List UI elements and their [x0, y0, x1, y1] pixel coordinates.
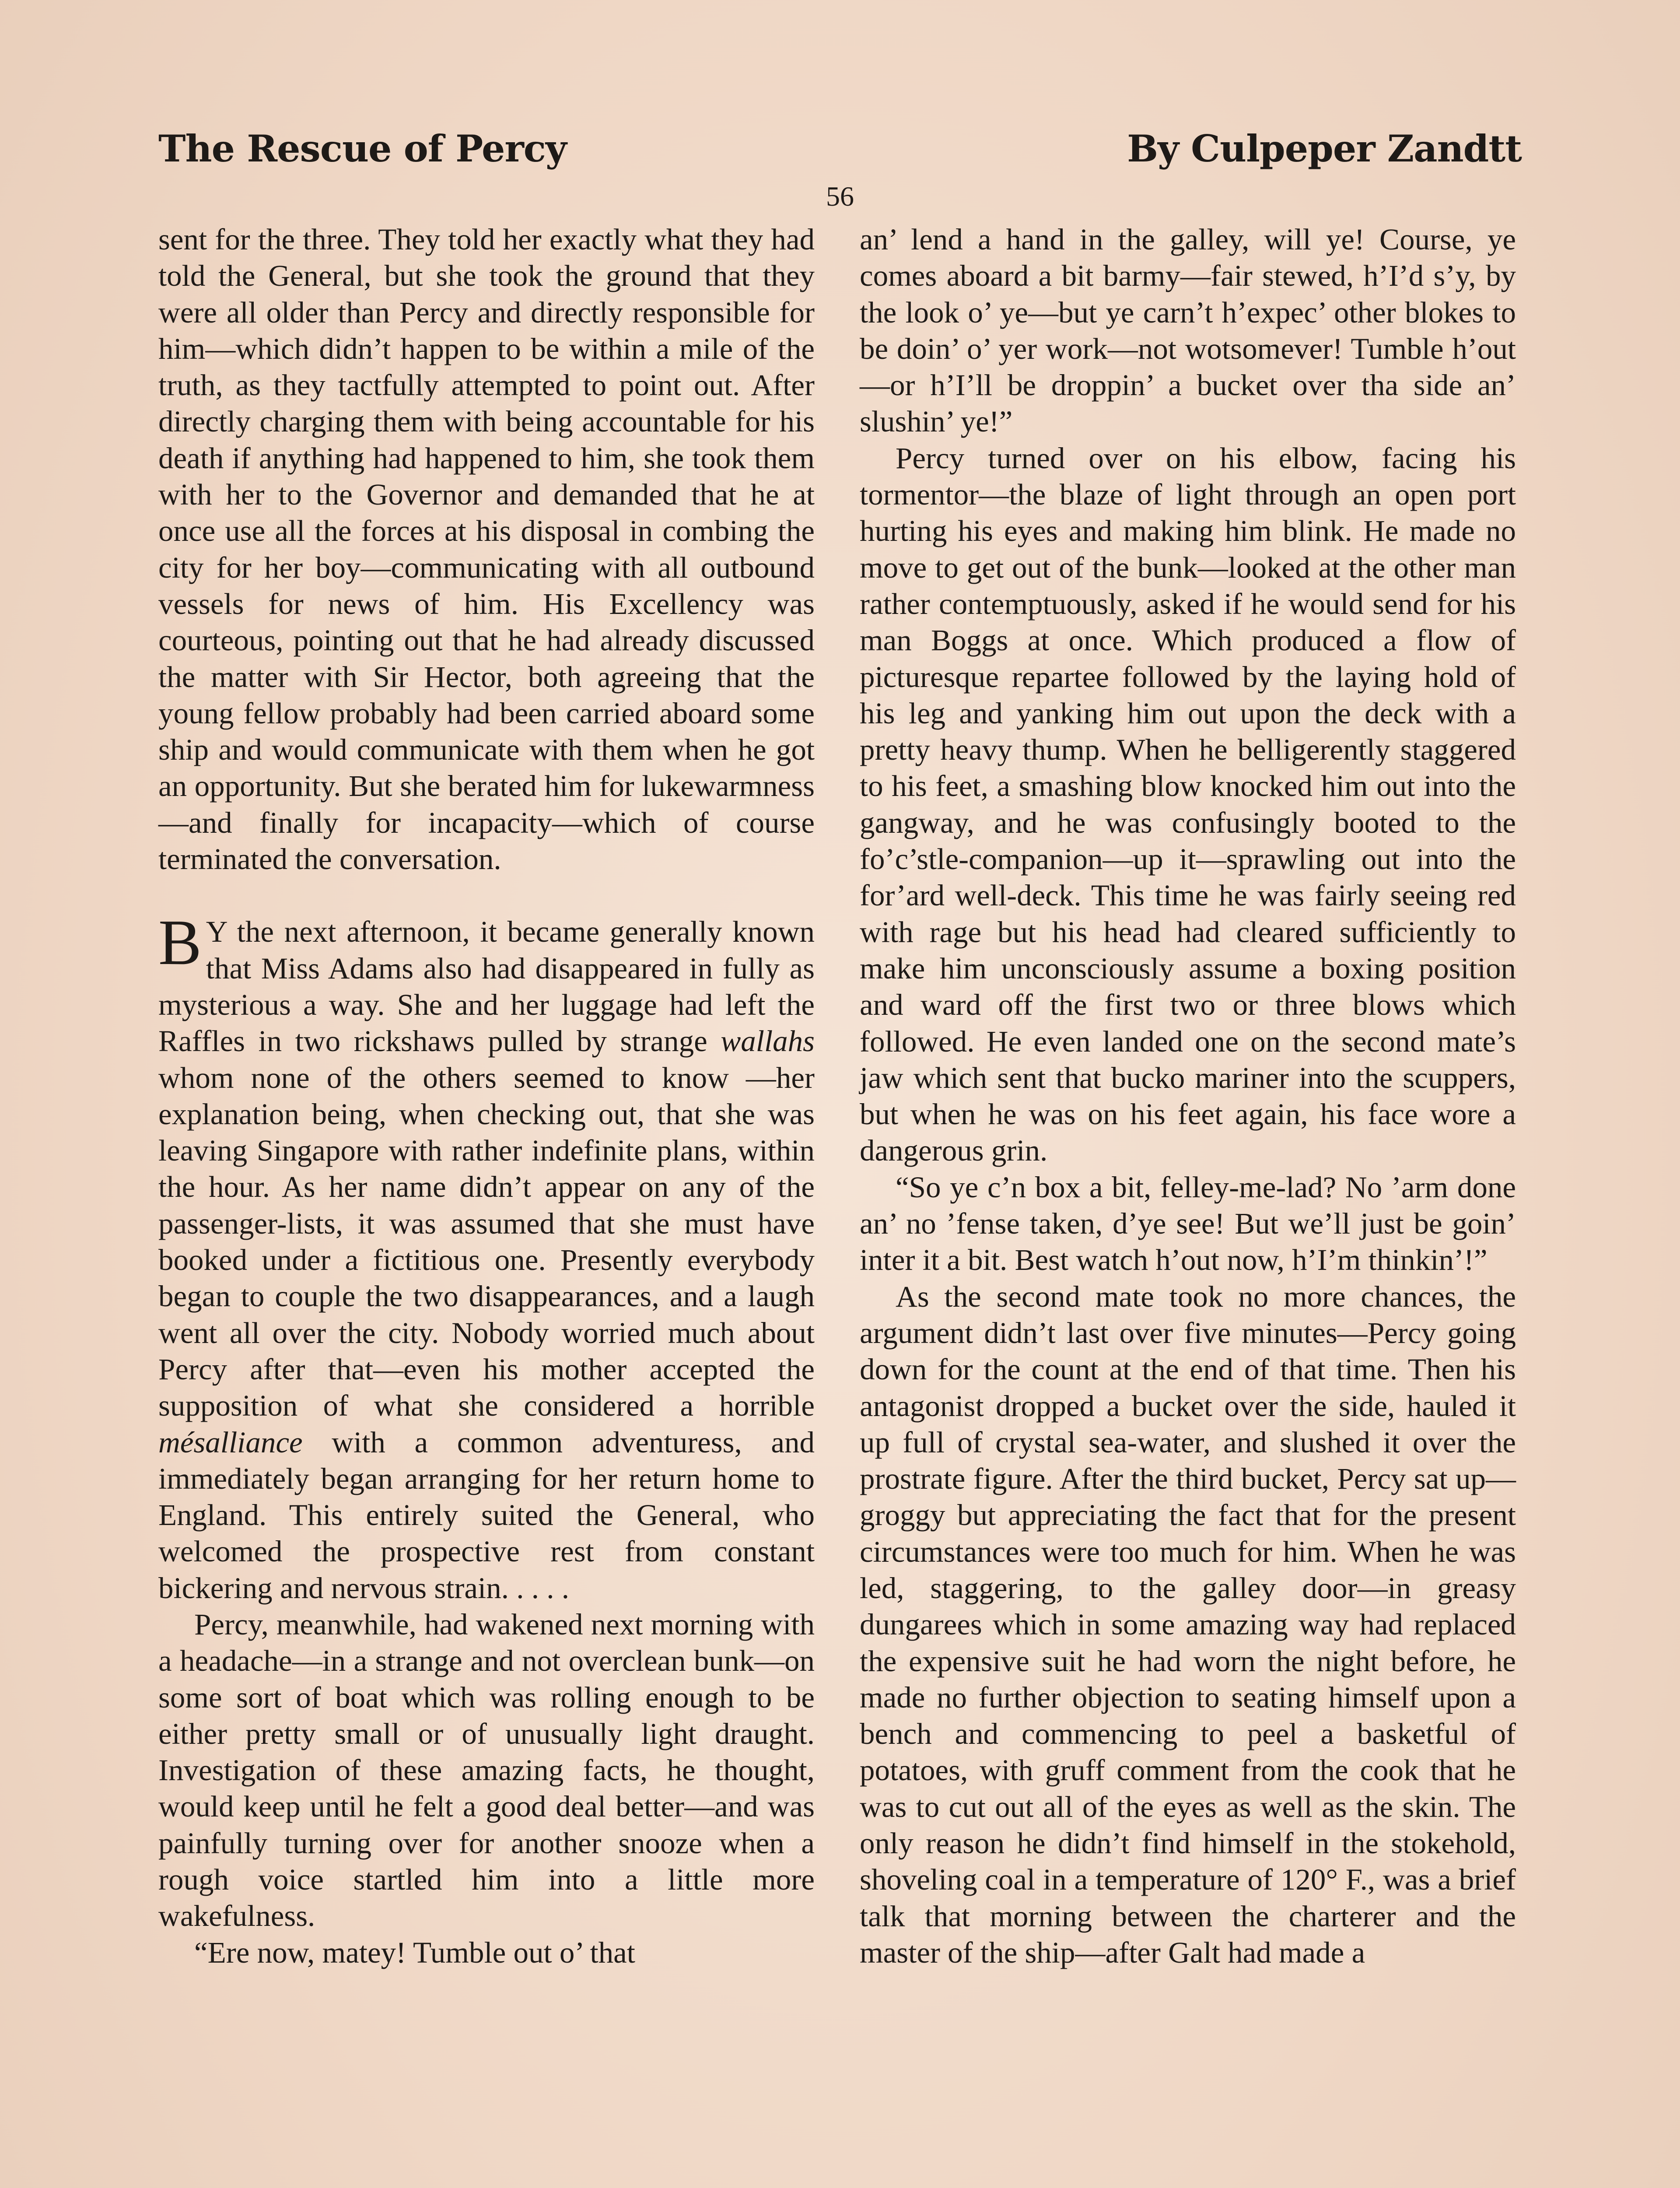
paragraph-text: whom none of the others seemed to know —her explanation being, when checking out, that she was leaving Singapore with rather indefinite plans, within the hour. As her name didn’t appear on any of the passenger-lists, it was assumed that she must have booked under a fictitious one. Presently everybody began to couple the two disappearances, and a laugh went all over the city. Nobody worried much about Percy after that—even his mother accepted the supposition of what she considered a horrible	[158, 1061, 815, 1423]
right-column	[860, 221, 1516, 1971]
paragraph: sent for the three. They told her exactly what they had told the General, but she took the ground that they were all older than Percy and directly responsible for him—which didn’t happen to be within a mile of the truth, as they tactfully attempted to point out. After directly charging them with being accountable for his death if anything had happened to him, she took them with her to the Governor and demanded that he at once use all the forces at his disposal in combing the city for her boy—communicating with all outbound vessels for news of him. His Excellency was courteous, pointing out that he had already discussed the matter with Sir Hector, both agreeing that the young fellow probably had been carried aboard some ship and would communicate with them when he got an opportunity. But she berated him for lukewarmness—and finally for incapacity—which of course terminated the conversation.	[158, 223, 815, 876]
italic-word: mésalliance	[158, 1425, 303, 1459]
story-author: By Culpeper Zandtt	[1127, 127, 1522, 170]
paragraph-text: Y the next afternoon, it became generally known that Miss Adams also had disappeared in fully as mysterious a way. She and her luggage had left the Raffles in two rickshaws pulled by strange	[158, 915, 815, 1058]
paragraph: As the second mate took no more chances, the argument didn’t last over five minutes—Percy going down for the count at the end of that time. Then his antagonist dropped a bucket over the side, hauled it up full of crystal sea-water, and slushed it over the prostrate figure. After the third bucket, Percy sat up—groggy but appreciating the fact that for the present circumstances were too much for him. When he was led, staggering, to the galley door—in greasy dungarees which in some amazing way had replaced the expensive suit he had worn the night before, he made no further objection to seating himself upon a bench and commencing to peel a basketful of potatoes, with gruff comment from the cook that he was to cut out all of the eyes as well as the skin. The only reason he didn’t find himself in the stokehold, shoveling coal in a temperature of 120° F., was a brief talk that morning between the charterer and the master of the ship—after Galt had made a	[860, 1280, 1516, 1969]
italic-word: wallahs	[721, 1024, 815, 1058]
paragraph-text: with a common adventuress, and immediately began arranging for her return home to England. This entirely suited the General, who welcomed the prospective rest from constant bickering and nervous strain. . . . .	[158, 1425, 815, 1605]
section-break	[158, 877, 815, 914]
page-number: 56	[826, 181, 854, 212]
story-title: The Rescue of Percy	[158, 127, 567, 170]
paragraph: Percy, meanwhile, had wakened next morning with a headache—in a strange and not overclean bunk—on some sort of boat which was rolling enough to be either pretty small or of unusually light draught. Investigation of these amazing facts, he thought, would keep until he felt a good deal better—and was painfully turning over for another snooze when a rough voice startled him into a little more wakefulness.	[158, 1607, 815, 1933]
drop-cap-letter: B	[158, 907, 202, 979]
paragraph: Percy turned over on his elbow, facing his tormentor—the blaze of light through an open port hurting his eyes and making him blink. He made no move to get out of the bunk—looked at the other man rather contemptuously, asked if he would send for his man Boggs at once. Which produced a flow of picturesque repartee followed by the laying hold of his leg and yanking him out upon the deck with a pretty heavy thump. When he belligerently staggered to his feet, a smashing blow knocked him out into the gangway, and he was confusingly booted to the fo’c’stle-companion—up it—sprawling out into the for’ard well-deck. This time he was fairly seeing red with rage but his head had cleared sufficiently to make him unconsciously assume a boxing position and ward off the first two or three blows which followed. He even landed one on the second mate’s jaw which sent that bucko mariner into the scuppers, but when he was on his feet again, his face wore a dangerous grin.	[860, 441, 1516, 1168]
left-column	[158, 221, 815, 1971]
paragraph: “So ye c’n box a bit, felley-me-lad? No ’arm done an’ no ’fense taken, d’ye see! But we’ll just be goin’ inter it a bit. Best watch h’out now, h’I’m thinkin’!”	[860, 1170, 1516, 1277]
paragraph: “Ere now, matey! Tumble out o’ that	[194, 1936, 635, 1969]
paragraph-dropcap	[158, 907, 815, 1606]
paragraph: an’ lend a hand in the galley, will ye! Course, ye comes aboard a bit barmy—fair stewed, h’I’d s’y, by the look o’ ye—but ye carn’t h’expec’ other blokes to be doin’ o’ yer work—not wotsomever! Tumble h’out—or h’I’ll be droppin’ a bucket over tha side an’ slushin’ ye!”	[860, 223, 1516, 438]
